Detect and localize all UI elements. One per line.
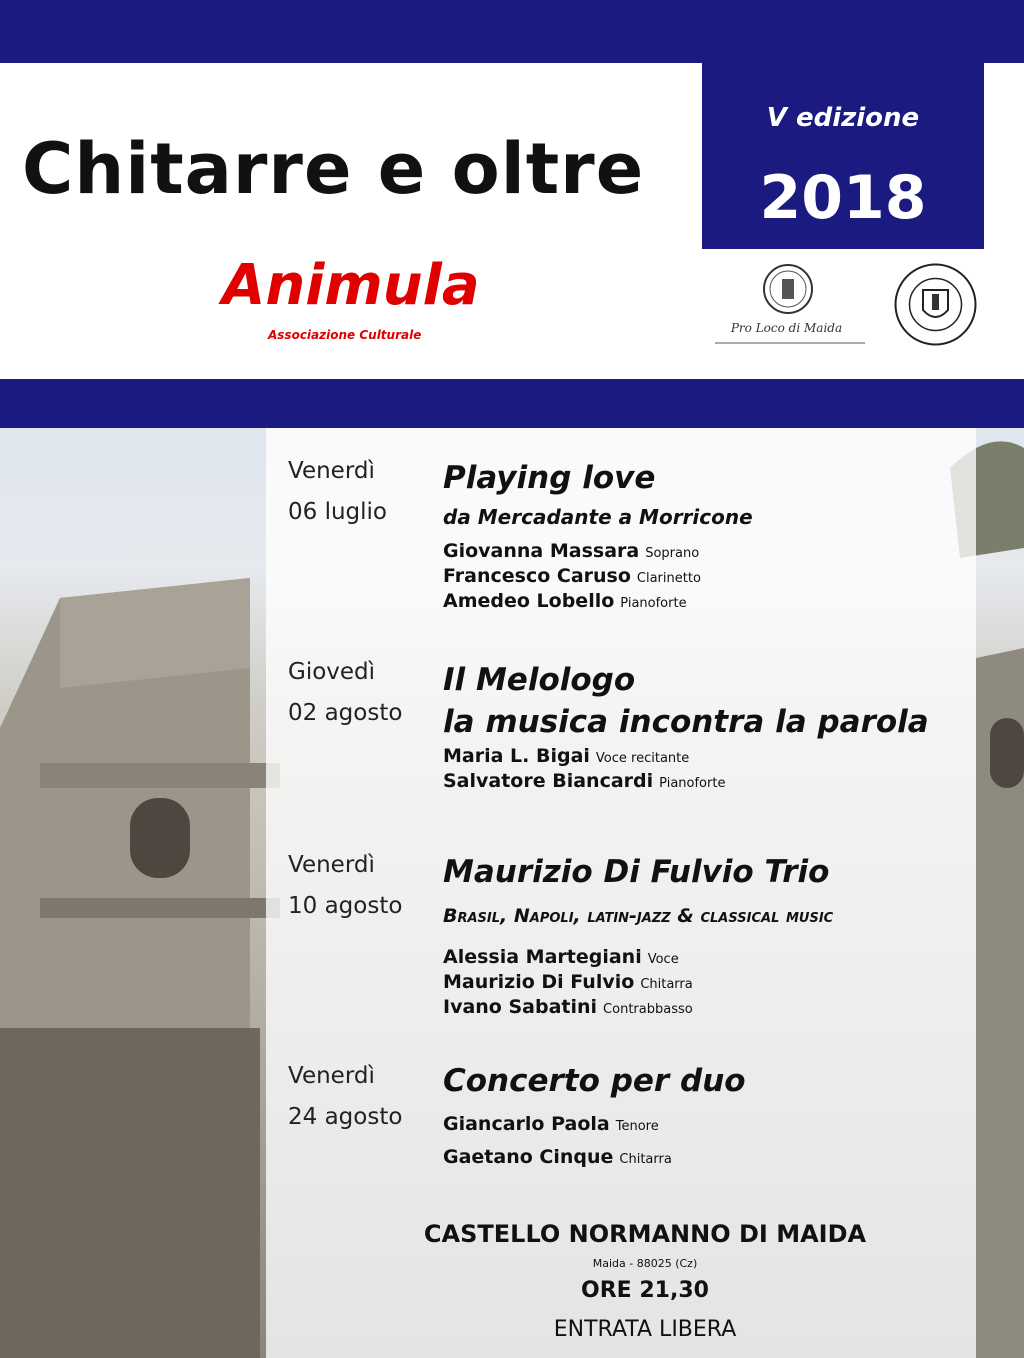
event1-date: 06 luglio bbox=[288, 499, 387, 525]
event3-performer bbox=[443, 971, 693, 993]
brand-subtitle: Associazione Culturale bbox=[268, 328, 422, 342]
event2-date: 02 agosto bbox=[288, 700, 403, 726]
poster-title: Chitarre e oltre bbox=[22, 128, 645, 210]
performer-role: Voce recitante bbox=[595, 751, 690, 766]
edition-box bbox=[702, 63, 984, 249]
brand-name: Animula bbox=[222, 253, 480, 318]
performer-name: Gaetano Cinque bbox=[443, 1146, 614, 1168]
event3-performer bbox=[443, 996, 693, 1018]
edition-label: V edizione bbox=[766, 103, 920, 133]
performer-role: Soprano bbox=[645, 546, 700, 561]
event4-performer bbox=[443, 1146, 672, 1168]
coat-of-arms-icon bbox=[893, 262, 978, 347]
event4-date: 24 agosto bbox=[288, 1104, 403, 1130]
event3-date: 10 agosto bbox=[288, 893, 403, 919]
event1-title: Playing love bbox=[443, 460, 656, 496]
event2-performer bbox=[443, 770, 725, 792]
event1-subtitle: da Mercadante a Morricone bbox=[443, 505, 753, 529]
event1-performer bbox=[443, 540, 699, 562]
venue-name: CASTELLO NORMANNO DI MAIDA bbox=[423, 1220, 867, 1248]
performer-role: Tenore bbox=[615, 1119, 659, 1134]
event2-performer bbox=[443, 745, 689, 767]
event3-title: Maurizio Di Fulvio Trio bbox=[443, 854, 830, 890]
performer-name: Amedeo Lobello bbox=[443, 590, 615, 612]
performer-role: Pianoforte bbox=[659, 776, 726, 791]
performer-role: Voce bbox=[647, 952, 679, 967]
event4-performer bbox=[443, 1113, 659, 1135]
venue-address: Maida - 88025 (Cz) bbox=[592, 1257, 698, 1270]
performer-name: Giovanna Massara bbox=[443, 540, 640, 562]
performer-role: Clarinetto bbox=[636, 571, 701, 586]
performer-role: Pianoforte bbox=[620, 596, 687, 611]
entry-info: ENTRATA LIBERA bbox=[553, 1317, 737, 1342]
event1-day: Venerdì bbox=[288, 458, 375, 484]
event1-performer bbox=[443, 565, 701, 587]
event1-performer bbox=[443, 590, 687, 612]
performer-role: Contrabbasso bbox=[603, 1002, 693, 1017]
event4-title: Concerto per duo bbox=[443, 1063, 746, 1099]
performer-name: Maurizio Di Fulvio bbox=[443, 971, 635, 993]
pro-loco-logo bbox=[705, 261, 868, 347]
event-time: ORE 21,30 bbox=[581, 1278, 709, 1303]
event2-subtitle: la musica incontra la parola bbox=[443, 704, 929, 740]
performer-name: Alessia Martegiani bbox=[443, 946, 642, 968]
performer-name: Giancarlo Paola bbox=[443, 1113, 610, 1135]
event3-day: Venerdì bbox=[288, 852, 375, 878]
event4-day: Venerdì bbox=[288, 1063, 375, 1089]
event2-day: Giovedì bbox=[288, 659, 376, 685]
top-band bbox=[0, 0, 1024, 63]
event3-performer bbox=[443, 946, 679, 968]
maida-coat-of-arms-logo bbox=[893, 262, 978, 347]
edition-year: 2018 bbox=[759, 163, 927, 233]
performer-name: Francesco Caruso bbox=[443, 565, 631, 587]
event3-subtitle: Brasil, Napoli, latin-jazz & classical music bbox=[443, 905, 834, 927]
event2-title: Il Melologo bbox=[443, 662, 636, 698]
performer-name: Maria L. Bigai bbox=[443, 745, 590, 767]
divider-band bbox=[0, 379, 1024, 428]
pro-loco-caption: Pro Loco di Maida bbox=[730, 321, 843, 335]
performer-role: Chitarra bbox=[640, 977, 693, 992]
performer-name: Salvatore Biancardi bbox=[443, 770, 654, 792]
performer-name: Ivano Sabatini bbox=[443, 996, 598, 1018]
performer-role: Chitarra bbox=[619, 1152, 672, 1167]
